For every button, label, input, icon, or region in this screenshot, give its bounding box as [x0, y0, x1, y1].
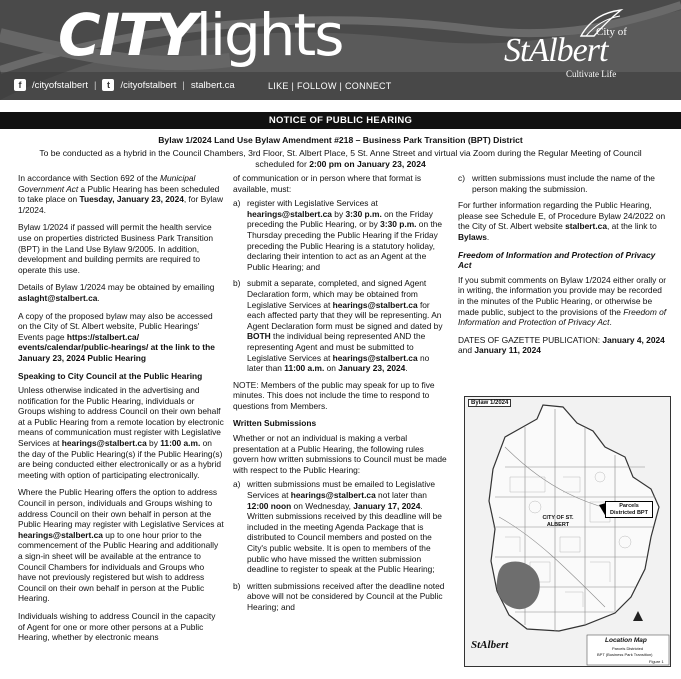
legend-subtitle-2: BPT (Business Park Transition): [597, 652, 653, 657]
paragraph-note: NOTE: Members of the public may speak for up to five minutes. This does not include the time to respond to questions from Members.: [233, 379, 435, 411]
city-lights-banner: [0, 0, 681, 100]
email-link-hearings[interactable]: hearings@stalbert.ca: [332, 299, 418, 310]
facebook-handle[interactable]: /cityofstalbert: [32, 79, 88, 91]
column-2: [233, 173, 447, 619]
intro-date: 2:00 pm on January 23, 2024: [309, 159, 426, 169]
paragraph-in-person-registration: Where the Public Hearing offers the option to address Council in person, individuals and Groups wishing to address Council on their own behalf in person at the Public Hearing may register with Legislative Services at hearings@stalbert.ca up to one hour prior to the commencement of the Public Hearing and additionally a sign-in sheet will be available at the entrance to Council Chambers for individuals and Groups who have not previously registered but wish to address Council on their own behalf in person at the Public Hearing.: [18, 487, 224, 604]
legend-title: Location Map: [605, 637, 647, 644]
twitter-icon[interactable]: t: [102, 79, 114, 91]
paragraph-details: Details of Bylaw 1/2024 may be obtained by emailing aslaght@stalbert.ca.: [18, 282, 215, 303]
paragraph-agent-intro: Individuals wishing to address Council in the capacity of Agent for one or more other persons at a Public Hearing, whether by electronic means: [18, 610, 216, 643]
paragraph-section-692: In accordance with Section 692 of the Municipal Government Act a Public Hearing has been scheduled to take place on Tuesday, January 23, 2024, for Bylaw 1/2024.: [18, 173, 224, 215]
column-1: [18, 173, 224, 650]
email-link-hearings[interactable]: hearings@stalbert.ca: [18, 529, 103, 540]
email-link-hearings[interactable]: hearings@stalbert.ca: [290, 490, 376, 501]
heading-speaking-to-council: Speaking to City Council at the Public Hearing: [18, 370, 203, 381]
written-rules-list: [233, 479, 447, 612]
map-figure-number: Figure 1: [649, 659, 664, 664]
column-3: [458, 173, 670, 363]
logo-city-of: City of: [596, 26, 627, 38]
public-hearings-link[interactable]: https://stalbert.ca/ events/calendar/public-hearings/ at the link to the January 23, 2024 Public Hearing: [18, 331, 215, 363]
email-link-hearings[interactable]: hearings@stalbert.ca: [332, 352, 418, 363]
social-links: f /cityofstalbert | t /cityofstalbert | stalbert.ca: [14, 79, 235, 91]
email-link-aslaght[interactable]: aslaght@stalbert.ca: [18, 292, 98, 303]
list-item: c) written submissions must include the name of the person making the submission.: [458, 173, 655, 194]
facebook-icon[interactable]: f: [14, 79, 26, 91]
heading-written-submissions: Written Submissions: [233, 418, 317, 429]
legend-subtitle-1: Parcels Districted: [612, 646, 644, 651]
list-item: b) submit a separate, completed, and signed Agent Declaration form, which may be obtained from Legislative Services at hearings@stalbert.ca for each affected party that they will be representing. An Agent Declaration form must be signed and dated by BOTH the individual being represented AND the representing Agent and must be submitted to Legislative Services at hearings@stalbert.ca no later than 11:00 a.m. on January 23, 2024.: [233, 278, 443, 374]
twitter-handle[interactable]: /cityofstalbert: [120, 79, 177, 91]
paragraph-gazette-dates: DATES OF GAZETTE PUBLICATION: January 4, 2024 and January 11, 2024: [458, 334, 665, 356]
city-lights-logo: [58, 1, 343, 69]
agent-requirements-list: [233, 198, 447, 374]
paragraph-website-copy: A copy of the proposed bylaw may also be accessed on the City of St. Albert website, Public Hearings' Events page https://stalbert.ca/ events/calendar/public-hearings/ at the link to the January 23, 2024 Public Hearing: [18, 310, 215, 363]
bylaw-title: Bylaw 1/2024 Land Use Bylaw Amendment #218 – Business Park Transition (BPT) District: [158, 135, 523, 145]
stalbert-website-link[interactable]: stalbert.ca: [565, 221, 607, 232]
logo-lights-word: lights: [195, 1, 343, 69]
notice-heading: NOTICE OF PUBLIC HEARING: [0, 112, 681, 129]
map-st-albert-logo: StAlbert: [471, 639, 509, 651]
paragraph-written-rules: Whether or not an individual is making a verbal presentation at a Public Hearing, the following rules govern how written submissions to Council must be made with respect to the Public Hearing:: [233, 433, 447, 475]
map-drawing: [465, 397, 671, 667]
paragraph-agent-must: of communication or in person where that format is available, must:: [233, 173, 422, 194]
email-link-hearings[interactable]: hearings@stalbert.ca: [61, 438, 147, 449]
list-item: b) written submissions received after the deadline noted above will not be considered by Council at the Public Hearing; and: [233, 580, 445, 612]
logo-city-word: CITY: [58, 1, 196, 69]
paragraph-foip: If you submit comments on Bylaw 1/2024 either orally or in writing, the information you provide may be recorded in the minutes of the Public Hearing, or otherwise be made public, subject to the provisions of the Freedom of Information and Protection of Privacy Act.: [458, 274, 667, 328]
intro-text: To be conducted as a hybrid in the Council Chambers, 3rd Floor, St. Albert Place, 5 St. Anne Street and virtual via Zoom during the Regular Meeting of Council scheduled for 2:00 pm on January 23, 2024: [39, 148, 642, 169]
paragraph-further-info: For further information regarding the Public Hearing, please see Schedule E, of Procedure Bylaw 24/2022 on the City of St. Albert website stalbert.ca, at the link to Bylaws.: [458, 200, 666, 242]
map-tag: Bylaw 1/2024: [468, 399, 511, 407]
bylaws-link[interactable]: Bylaws: [458, 231, 487, 242]
logo-st-albert: StAlbert: [504, 32, 608, 69]
heading-foip: Freedom of Information and Protection of Privacy Act: [458, 249, 656, 271]
location-map: [464, 396, 671, 667]
list-item: a) register with Legislative Services at hearings@stalbert.ca by 3:30 p.m. on the Friday preceding the Public Hearing, or by 3:30 p.m. on the Thursday preceding the Public Hearing if the Friday preceding the Public Hearing is a statutory holiday, declaring their intention to act as an Agent at the Public Hearing; and: [233, 198, 443, 272]
written-rules-list-continued: [458, 173, 670, 194]
paragraph-remote-registration: Unless otherwise indicated in the advertising and notification for the Public Hearing, individuals or Groups wishing to address Council on their own behalf at a Public Hearing from a remote location by electronic means of communication must register with Legislative Services at hearings@stalbert.ca by 11:00 a.m. on the day of the Public Hearing(s) if the Public Hearing(s) are being conducted either electronically or as a hybrid meeting with option of participating electronically.: [18, 385, 224, 480]
logo-cultivate-life: Cultivate Life: [566, 69, 617, 79]
city-label: CITY OF ST. ALBERT: [542, 515, 574, 528]
parcels-label: Parcels Districted BPT: [605, 501, 653, 518]
list-item: a) written submissions must be emailed to Legislative Services at hearings@stalbert.ca not later than 12:00 noon on Wednesday, January 17, 2024. Written submissions received by this deadline will be included in the meeting Agenda Package that is distributed to Council members and posted on the City's public website. It is open to members of the public who have missed the written submission deadline to register to speak at the Public Hearing;: [233, 479, 442, 575]
email-link-hearings[interactable]: hearings@stalbert.ca: [247, 208, 332, 219]
paragraph-bylaw-purpose: Bylaw 1/2024 if passed will permit the health service use on properties districted Business Park Transition (BPT) in the Land Use Bylaw 9/2005. In addition, development and building permits are required to operate this use.: [18, 222, 214, 275]
tagline: LIKE | FOLLOW | CONNECT: [268, 81, 392, 91]
website-link[interactable]: stalbert.ca: [190, 79, 235, 91]
st-albert-logo: [498, 14, 658, 84]
